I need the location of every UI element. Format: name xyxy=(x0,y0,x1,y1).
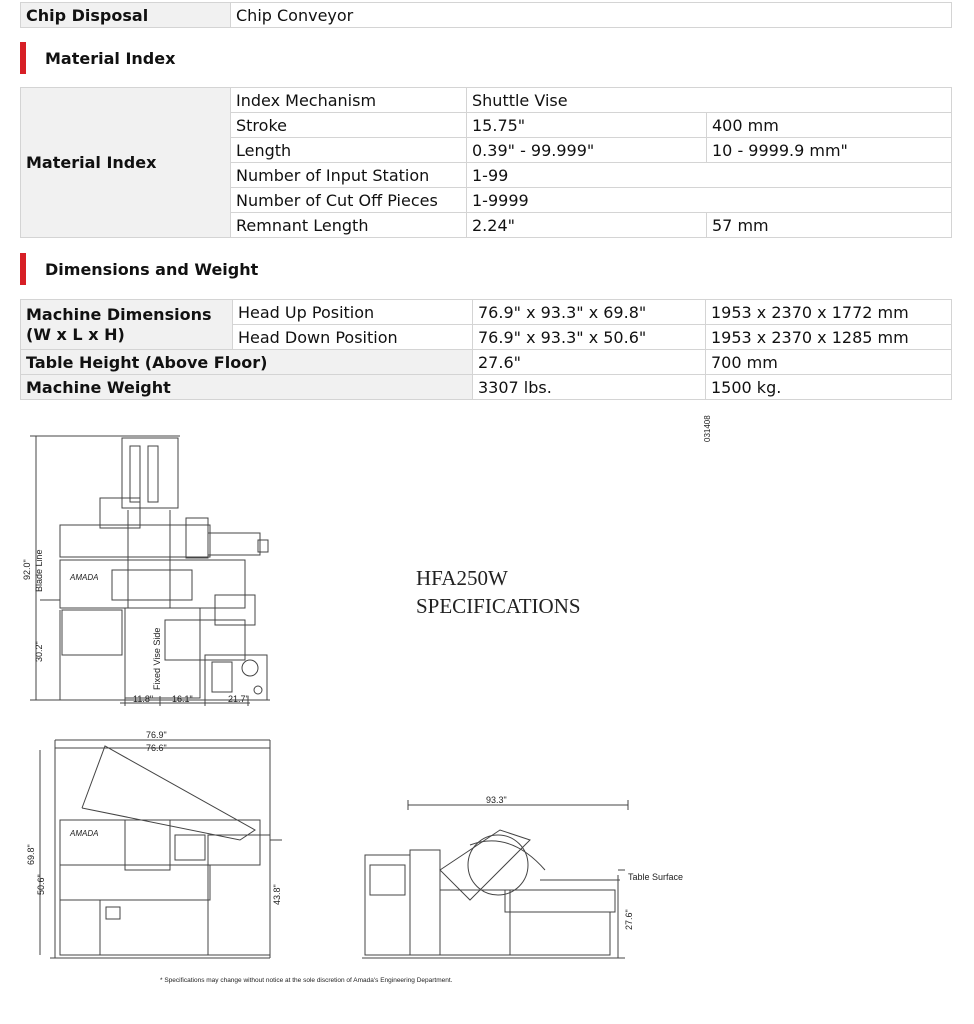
blade-line-label: Blade Line xyxy=(34,549,44,592)
front-dim-b: 16.1" xyxy=(172,694,193,704)
table-row xyxy=(21,88,952,113)
row-value: 1-9999 xyxy=(467,188,952,213)
row-value-metric: 1953 x 2370 x 1772 mm xyxy=(706,300,952,325)
side-width-inner: 76.6" xyxy=(146,743,167,753)
row-value-imperial: 76.9" x 93.3" x 69.8" xyxy=(473,300,706,325)
row-value: Shuttle Vise xyxy=(467,88,952,113)
row-label: Index Mechanism xyxy=(231,88,467,113)
row-label: Head Down Position xyxy=(233,325,473,350)
top-view-drawing xyxy=(362,800,628,958)
brand-logo: AMADA xyxy=(70,829,99,838)
row-label: Number of Input Station xyxy=(231,163,467,188)
side-view-drawing xyxy=(40,740,282,958)
front-dim-c: 21.7" xyxy=(228,694,249,704)
row-value: 1-99 xyxy=(467,163,952,188)
doc-code: 031408 xyxy=(703,415,712,442)
front-view-drawing xyxy=(30,436,270,706)
row-label: Head Up Position xyxy=(233,300,473,325)
row-value-metric: 1953 x 2370 x 1285 mm xyxy=(706,325,952,350)
side-height-up: 69.8" xyxy=(26,844,36,865)
table-row xyxy=(21,3,952,28)
row-label: Stroke xyxy=(231,113,467,138)
machine-weight-label: Machine Weight xyxy=(21,375,473,400)
row-value-imperial: 3307 lbs. xyxy=(473,375,706,400)
table-row xyxy=(21,375,952,400)
side-width-outer: 76.9" xyxy=(146,730,167,740)
table-row xyxy=(21,350,952,375)
table-surface-label: Table Surface xyxy=(628,872,684,882)
chip-disposal-value: Chip Conveyor xyxy=(231,3,952,28)
fixed-vise-side-label: Fixed Vise Side xyxy=(152,627,162,690)
table-height-label: Table Height (Above Floor) xyxy=(21,350,473,375)
section-title: Material Index xyxy=(45,48,176,68)
row-value-imperial: 76.9" x 93.3" x 50.6" xyxy=(473,325,706,350)
footnote: * Specifications may change without notice at the sole discretion of Amada's Engineering Department. xyxy=(160,977,453,984)
front-dim-a: 11.8" xyxy=(133,694,154,704)
material-index-row-header: Material Index xyxy=(21,88,231,238)
table-row xyxy=(21,300,952,325)
drawing-title-line1: HFA250W xyxy=(416,566,508,590)
top-table-height: 27.6" xyxy=(624,909,634,930)
dimensions-weight-table xyxy=(20,299,952,400)
front-lower-height-label: 30.2" xyxy=(34,641,44,662)
chip-disposal-label: Chip Disposal xyxy=(21,3,231,28)
row-value-metric: 1500 kg. xyxy=(706,375,952,400)
specification-drawing xyxy=(0,410,974,1010)
top-length-label: 93.3" xyxy=(486,795,507,805)
section-accent-bar xyxy=(20,42,26,74)
row-value-metric: 400 mm xyxy=(707,113,952,138)
chip-disposal-table xyxy=(20,2,952,28)
section-header-dimensions-weight xyxy=(20,254,258,284)
row-value-metric: 57 mm xyxy=(707,213,952,238)
row-label: Number of Cut Off Pieces xyxy=(231,188,467,213)
front-height-label: 92.0" xyxy=(22,559,32,580)
machine-dimensions-header-line2: (W x L x H) xyxy=(26,324,125,344)
machine-dimensions-header xyxy=(21,300,233,350)
section-accent-bar xyxy=(20,253,26,285)
material-index-table xyxy=(20,87,952,238)
row-value-imperial: 15.75" xyxy=(467,113,707,138)
row-label: Remnant Length xyxy=(231,213,467,238)
row-label: Length xyxy=(231,138,467,163)
section-header-material-index xyxy=(20,43,175,73)
row-value-metric: 10 - 9999.9 mm" xyxy=(707,138,952,163)
drawing-title-line2: SPECIFICATIONS xyxy=(416,594,581,618)
side-table-height: 43.8" xyxy=(272,884,282,905)
row-value-imperial: 0.39" - 99.999" xyxy=(467,138,707,163)
side-height-down: 50.6" xyxy=(36,874,46,895)
row-value-metric: 700 mm xyxy=(706,350,952,375)
machine-dimensions-header-line1: Machine Dimensions xyxy=(26,304,212,324)
row-value-imperial: 27.6" xyxy=(473,350,706,375)
section-title: Dimensions and Weight xyxy=(45,259,259,279)
row-value-imperial: 2.24" xyxy=(467,213,707,238)
brand-logo: AMADA xyxy=(70,573,99,582)
